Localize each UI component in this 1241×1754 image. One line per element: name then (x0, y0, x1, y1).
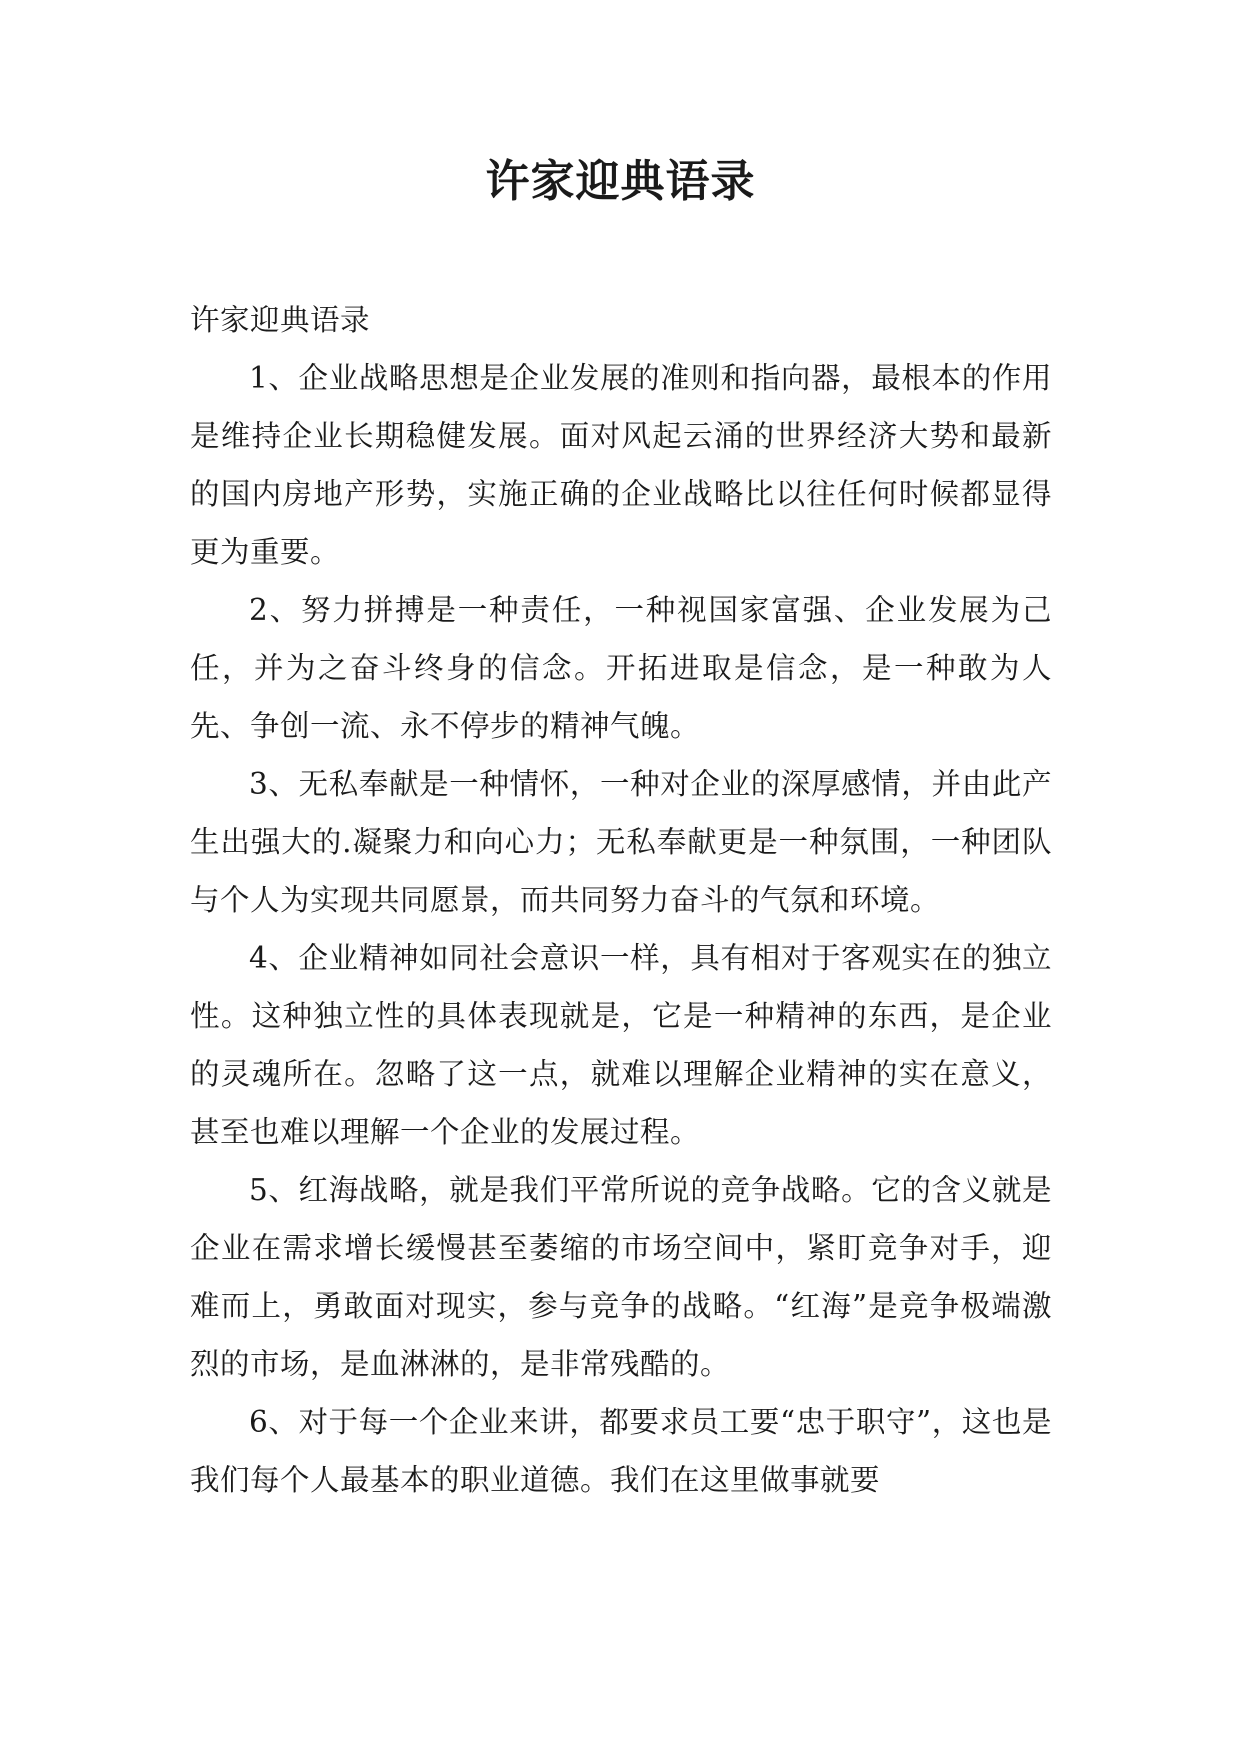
paragraph-3: 3、无私奉献是一种情怀，一种对企业的深厚感情，并由此产生出强大的.凝聚力和向心力；无私奉献更是一种氛围，一种团队与个人为实现共同愿景，而共同努力奋斗的气氛和环境。 (190, 767, 1052, 917)
document-subtitle: 许家迎典语录 (190, 303, 371, 337)
paragraph-6: 6、对于每一个企业来讲，都要求员工要“忠于职守”，这也是我们每个人最基本的职业道德。我们在这里做事就要 (190, 1405, 1052, 1497)
document-body (190, 291, 1052, 1509)
paragraph-1: 1、企业战略思想是企业发展的准则和指向器，最根本的作用是维持企业长期稳健发展。面对风起云涌的世界经济大势和最新的国内房地产形势，实施正确的企业战略比以往任何时候都显得更为重要。 (190, 361, 1052, 569)
paragraph-2: 2、努力拼搏是一种责任，一种视国家富强、企业发展为己任，并为之奋斗终身的信念。开拓进取是信念，是一种敢为人先、争创一流、永不停步的精神气魄。 (190, 593, 1052, 743)
paragraph-5: 5、红海战略，就是我们平常所说的竞争战略。它的含义就是企业在需求增长缓慢甚至萎缩的市场空间中，紧盯竞争对手，迎难而上，勇敢面对现实，参与竞争的战略。“红海”是竞争极端激烈的市场，是血淋淋的，是非常残酷的。 (190, 1173, 1052, 1381)
document-title: 许家迎典语录 (485, 156, 756, 207)
paragraph-4: 4、企业精神如同社会意识一样，具有相对于客观实在的独立性。这种独立性的具体表现就是，它是一种精神的东西，是企业的灵魂所在。忽略了这一点，就难以理解企业精神的实在意义，甚至也难以理解一个企业的发展过程。 (190, 941, 1052, 1149)
